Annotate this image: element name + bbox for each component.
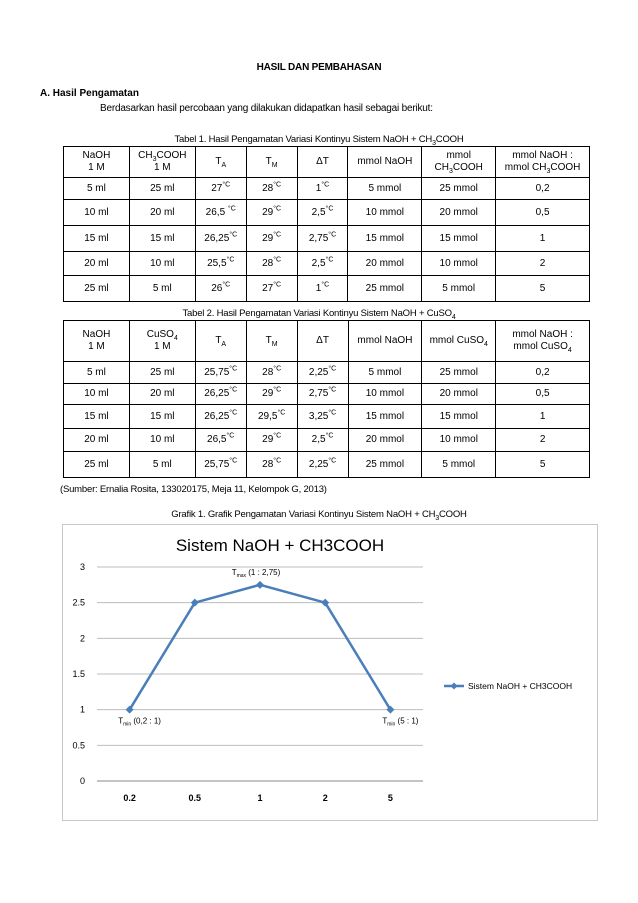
table-cell: 1 [496,226,590,252]
table-cell: 25 mmol [422,362,496,384]
table-cell: 0,2 [496,362,590,384]
table-cell: 20 mmol [348,252,422,276]
table-cell: 15 mmol [422,405,496,429]
table-cell: 20 ml [64,252,130,276]
table-cell: 15 mmol [422,226,496,252]
table-cell: 0,5 [496,384,590,405]
table-cell: $2,75^{^\circ C}$ [297,226,348,252]
table-cell: $25,5^{^\circ C}$ [195,252,246,276]
col-tm: $T_M$ [246,147,297,178]
table-cell: 10 ml [64,200,130,226]
table-row [64,200,590,226]
chart-title: Sistem NaOH + CH3COOH [175,536,385,555]
table-cell: 5 ml [129,452,195,478]
table-cell: $26,25^{^\circ C}$ [195,384,246,405]
table-cell: $26,25^{^\circ C}$ [195,226,246,252]
col-ta: $T_A$ [195,147,246,178]
table-cell: 25 ml [64,276,130,302]
table-cell: 15 ml [64,405,130,429]
y-tick-label: 0.5 [72,740,85,751]
page-heading: HASIL DAN PEMBAHASAN [256,62,382,73]
data-point [256,581,264,589]
table-row [64,276,590,302]
table-cell: 0,2 [496,178,590,200]
table-cell: 5 mmol [422,276,496,302]
table-cell: $26,25^{^\circ C}$ [195,405,246,429]
annotation-label: $T_{max}$ (1 : 2,75) [231,567,281,579]
table-cell: 26,5 $^{^\circ C}$ [195,200,246,226]
graph-caption: Grafik 1. Grafik Pengamatan Variasi Kontinyu Sistem NaOH + $CH_3COOH$ [171,509,467,522]
legend-label: Sistem NaOH + CH3COOH [468,681,573,691]
col-mmol-naoh: mmol NaOH [348,321,422,362]
table-cell: $1^{^\circ C}$ [297,178,348,200]
x-tick-label: 0.5 [188,793,202,803]
table-cell: 20 mmol [422,200,496,226]
col-ratio: mmol NaOH : mmol CuSO$_4$ [496,321,590,362]
table-cell: 5 mmol [348,178,422,200]
table-cell: 25 mmol [422,178,496,200]
table-cell: 2 [496,429,590,452]
table-cell: 25 mmol [348,452,422,478]
y-tick-label: 3 [79,562,85,572]
table-cell: $26,5^{^\circ C}$ [195,429,246,452]
table-cell: $2,25^{^\circ C}$ [297,452,348,478]
table-cell: 20 mmol [348,429,422,452]
table-cell: $2,5^{^\circ C}$ [297,429,348,452]
table-cell: $27^{^\circ C}$ [246,276,297,302]
table-cell: 15 ml [64,226,130,252]
table-cell: $1^{^\circ C}$ [297,276,348,302]
table-cell: 10 mmol [348,200,422,226]
source-note: (Sumber: Ernalia Rosita, 133020175, Meja 11, Kelompok G, 2013) [60,484,327,495]
table-cell: 20 ml [129,384,195,405]
table-cell: 10 ml [129,429,195,452]
table-cell: $2,5^{^\circ C}$ [297,252,348,276]
table-cell: $26^{^\circ C}$ [195,276,246,302]
y-tick-label: 1.5 [72,669,85,679]
table-row [64,429,590,452]
col-naoh: NaOH 1 M [64,321,130,362]
table-cell: 20 ml [129,200,195,226]
col-tm: $T_M$ [246,321,297,362]
col-dt: ΔT [297,321,348,362]
x-tick-label: 0.2 [123,793,136,803]
table-row [64,452,590,478]
table-cell: 10 ml [129,252,195,276]
legend-marker [451,683,458,690]
table-cell: 2 [496,252,590,276]
table-cell: $29^{^\circ C}$ [246,226,297,252]
table-cell: $28^{^\circ C}$ [246,178,297,200]
table-cell: 25 mmol [348,276,422,302]
table-cell: 25 ml [64,452,130,478]
line-chart [63,525,597,820]
col-mmol-cuso4: mmol CuSO$_4$ [422,321,496,362]
table-cell: 5 ml [129,276,195,302]
table-cell: 5 mmol [422,452,496,478]
table-cell: $2,75^{^\circ C}$ [297,384,348,405]
table-cell: 10 mmol [422,252,496,276]
table1 [63,146,590,302]
table-cell: $28^{^\circ C}$ [246,252,297,276]
col-cuso4: CuSO$_4$ 1 M [129,321,195,362]
annotation-label: $T_{min}$ (0,2 : 1) [118,716,161,728]
y-tick-label: 1 [79,704,85,715]
chart-container [62,524,598,821]
table2 [63,320,590,478]
table-cell: 25 ml [129,178,195,200]
table-cell: 10 mmol [422,429,496,452]
table-cell: $3,25^{^\circ C}$ [297,405,348,429]
table-row [64,252,590,276]
table-cell: $29^{^\circ C}$ [246,429,297,452]
table-row [64,226,590,252]
table-row [64,178,590,200]
annotation-label: $T_{min}$ (5 : 1) [382,716,419,728]
series-line [130,585,391,710]
table-cell: 5 [496,276,590,302]
table-cell: 15 mmol [348,226,422,252]
table-cell: $2,25^{^\circ C}$ [297,362,348,384]
table-cell: $2,5^{^\circ C}$ [297,200,348,226]
table-cell: 15 ml [129,226,195,252]
table-cell: 5 [496,452,590,478]
table-cell: $29^{^\circ C}$ [246,200,297,226]
table-row [64,405,590,429]
table-cell: 5 ml [64,362,130,384]
table2-caption: Tabel 2. Hasil Pengamatan Variasi Kontinyu Sistem NaOH + CuSO$_4$ [182,308,456,321]
table1-caption: Tabel 1. Hasil Pengamatan Variasi Kontinyu Sistem NaOH + $CH_3COOH$ [174,134,464,147]
table-cell: $28^{^\circ C}$ [246,452,297,478]
table-cell: 10 ml [64,384,130,405]
table-cell: $27^{^\circ C}$ [195,178,246,200]
col-ratio: mmol NaOH : mmol $CH_3COOH$ [496,147,590,178]
table1-header-row [64,147,590,178]
table-cell: 20 ml [64,429,130,452]
y-tick-label: 2.5 [72,597,85,608]
col-dt: ΔT [297,147,348,178]
table-cell: 1 [496,405,590,429]
table-cell: 20 mmol [422,384,496,405]
table-cell: $29,5^{^\circ C}$ [246,405,297,429]
x-tick-label: 2 [322,793,328,803]
table-cell: 10 mmol [348,384,422,405]
x-tick-label: 1 [257,793,263,803]
y-tick-label: 2 [79,633,85,644]
section-title: A. Hasil Pengamatan [40,88,139,99]
y-tick-label: 0 [79,776,85,786]
table-cell: 0,5 [496,200,590,226]
table-cell: $28^{^\circ C}$ [246,362,297,384]
table-row [64,362,590,384]
table-cell: 25 ml [129,362,195,384]
table-cell: 5 mmol [348,362,422,384]
table-row [64,384,590,405]
col-mmol-naoh: mmol NaOH [348,147,422,178]
col-naoh: NaOH 1 M [64,147,130,178]
col-ta: $T_A$ [195,321,246,362]
col-mmol-acid: mmol $CH_3COOH$ [422,147,496,178]
col-acid: $CH_3COOH$ 1 M [129,147,195,178]
table-cell: $29^{^\circ C}$ [246,384,297,405]
table-cell: $25,75^{^\circ C}$ [195,362,246,384]
table2-header-row [64,321,590,362]
table-cell: $25,75^{^\circ C}$ [195,452,246,478]
table-cell: 15 mmol [348,405,422,429]
table-cell: 15 ml [129,405,195,429]
x-tick-label: 5 [387,793,393,803]
intro-text: Berdasarkan hasil percobaan yang dilakukan didapatkan hasil sebagai berikut: [100,103,433,114]
table-cell: 5 ml [64,178,130,200]
